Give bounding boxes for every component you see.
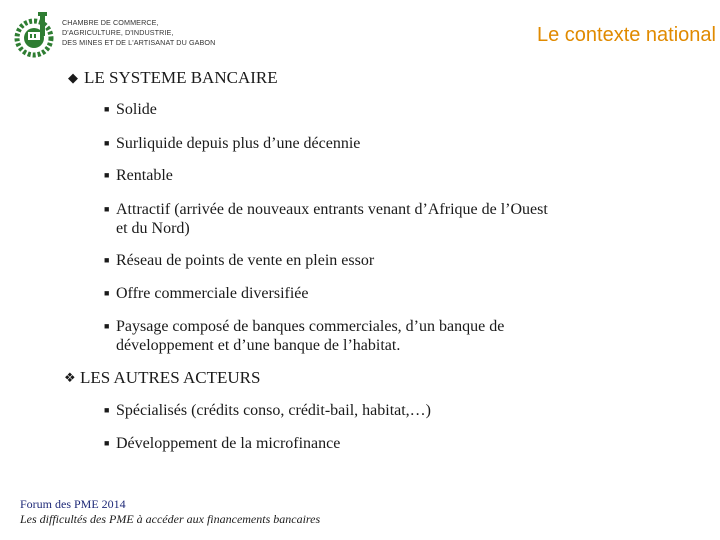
section-title: LES AUTRES ACTEURS: [80, 368, 261, 387]
chamber-logo-icon: [14, 10, 58, 58]
list-item: [104, 434, 664, 453]
org-line: D'AGRICULTURE, D'INDUSTRIE,: [62, 28, 174, 37]
slide-footer: [20, 497, 320, 527]
four-diamond-bullet-icon: ❖: [64, 370, 76, 385]
square-bullet-icon: ■: [104, 321, 110, 331]
section-heading-other-actors: [64, 368, 260, 388]
item-text: Rentable: [116, 167, 173, 184]
diamond-bullet-icon: ◆: [68, 70, 78, 85]
slide-header: [0, 0, 720, 62]
item-text: Développement de la microfinance: [116, 435, 341, 452]
square-bullet-icon: ■: [104, 405, 110, 415]
item-text: Paysage composé de banques commerciales, d’un banque de: [116, 318, 505, 335]
org-line: CHAMBRE DE COMMERCE,: [62, 18, 159, 27]
item-text-continued: développement et d’une banque de l’habitat.: [116, 337, 401, 354]
list-item: [104, 251, 664, 270]
item-text: Réseau de points de vente en plein essor: [116, 252, 375, 269]
square-bullet-icon: ■: [104, 138, 110, 148]
list-item: [104, 317, 664, 355]
list-item: [104, 134, 664, 153]
item-text: Solide: [116, 101, 157, 118]
item-text: Spécialisés (crédits conso, crédit-bail, habitat,…): [116, 402, 432, 419]
item-text: Surliquide depuis plus d’une décennie: [116, 135, 361, 152]
list-item: [104, 401, 664, 420]
square-bullet-icon: ■: [104, 288, 110, 298]
square-bullet-icon: ■: [104, 255, 110, 265]
list-item: [104, 200, 664, 238]
square-bullet-icon: ■: [104, 104, 110, 114]
organization-name: [62, 18, 215, 48]
footer-subtitle: Les difficultés des PME à accéder aux financements bancaires: [20, 512, 321, 526]
list-item: [104, 100, 664, 119]
section-heading-banking: [68, 68, 278, 88]
square-bullet-icon: ■: [104, 438, 110, 448]
item-text-continued: et du Nord): [116, 220, 190, 237]
section-title: LE SYSTEME BANCAIRE: [84, 68, 278, 87]
list-item: [104, 166, 664, 185]
item-text: Attractif (arrivée de nouveaux entrants venant d’Afrique de l’Ouest: [116, 201, 548, 218]
slide-title: Le contexte national: [536, 24, 716, 46]
footer-event: Forum des PME 2014: [20, 497, 126, 511]
org-line: DES MINES ET DE L'ARTISANAT DU GABON: [62, 38, 216, 47]
square-bullet-icon: ■: [104, 170, 110, 180]
square-bullet-icon: ■: [104, 204, 110, 214]
list-item: [104, 284, 664, 303]
item-text: Offre commerciale diversifiée: [116, 285, 309, 302]
